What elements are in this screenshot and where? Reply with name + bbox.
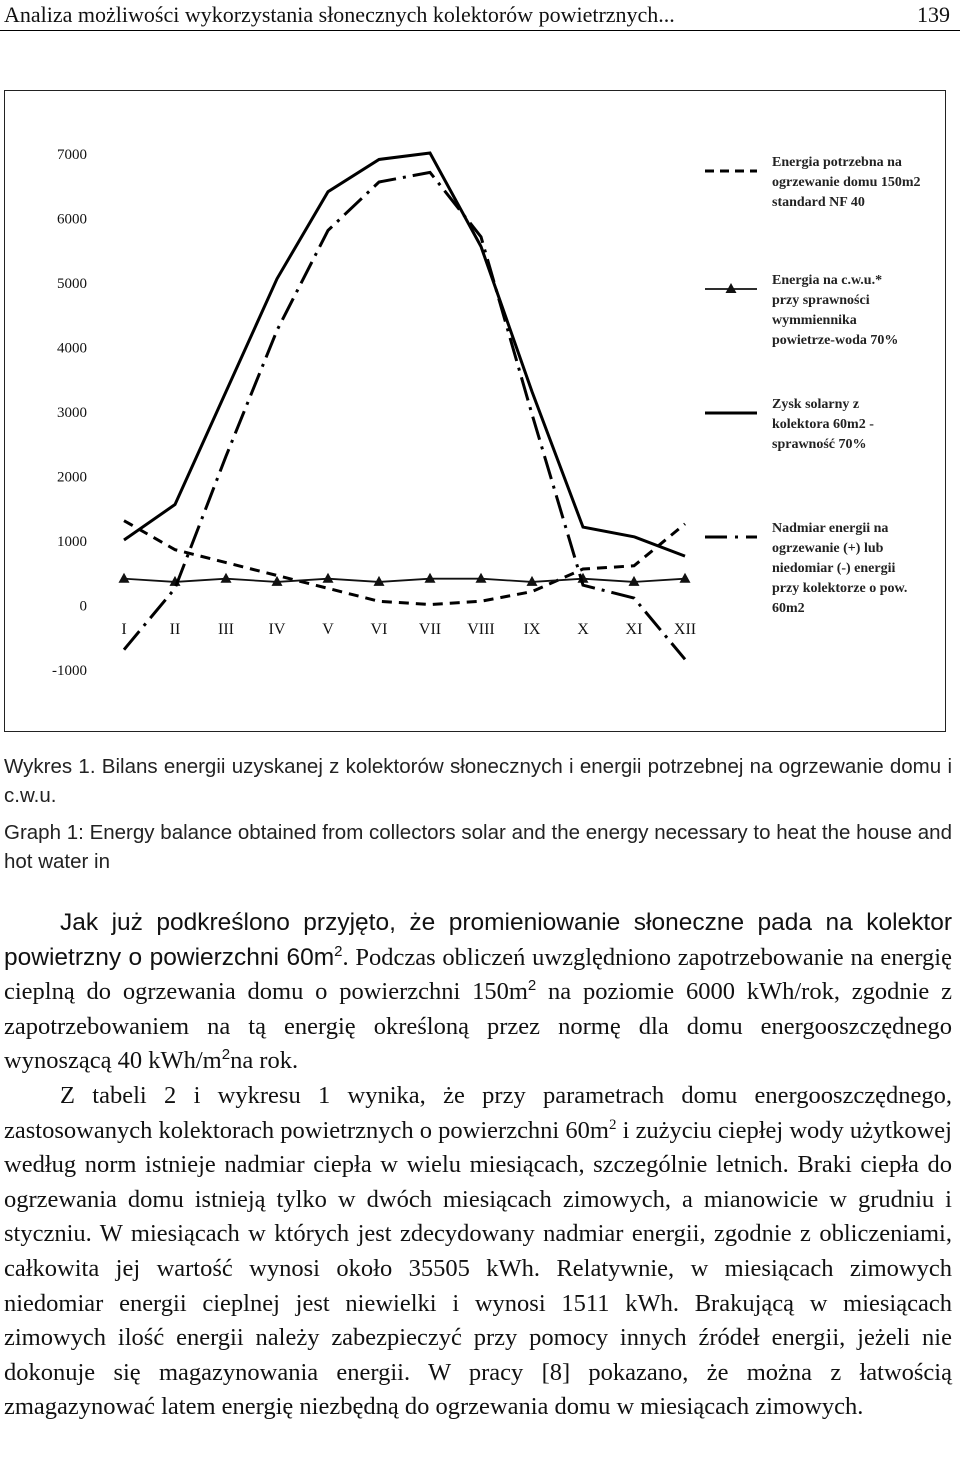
x-tick-label: XII [673,621,697,638]
figure-caption-english: Graph 1: Energy balance obtained from collectors solar and the energy necessary to heat the house and hot water in [4,821,952,873]
paragraph-2-part-a: Z tabeli 2 i wykresu 1 wynika, że przy parametrach domu energooszczędnego, zastosowanych kolektorach powietrznych o powierzchni 60m [4,1081,952,1144]
y-tick-label: 2000 [57,469,87,486]
superscript: 2 [608,1116,617,1133]
legend-label: Energia na c.w.u.* [772,273,883,288]
data-point-marker [221,573,232,583]
header-rule [0,30,960,31]
y-tick-label: 3000 [57,405,87,421]
series-line-2 [124,579,685,582]
data-point-marker [119,573,130,583]
data-point-marker [323,573,334,583]
legend-label: 60m2 [772,601,805,616]
x-tick-label: IX [523,621,541,638]
x-tick-label: I [121,621,127,638]
data-point-marker [680,573,691,583]
x-tick-label: VIII [467,621,495,638]
x-tick-label: III [218,621,234,638]
paragraph-2 [4,1079,952,1425]
paragraph-2-part-b: i zużyciu ciepłej wody użytkowej według norm istnieje nadmiar ciepła w wielu miesiącach, szczególnie letnich. Braki ciepła do ogrzewania domu istnieją tylko w dwóch miesiącach zimowych, a mianowicie w grudniu i styczniu. W miesiącach w których jest zdecydowany nadmiar energii, zgodnie z obliczeniami, całkowita jej wartość wynosi około 35505 kWh. Relatywnie, w miesiącach zimowych niedomiar energii cieplnej jest niewielki i wynosi 1511 kWh. Brakującą w miesiącach zimowych ilość energii należy zabezpieczyć przy pomocy innych źródeł energii, jeżeli nie dokonuje się magazynowania energii. W pracy [8] pokazano, że można z łatwością zmagazynować latem energię niezbędną do ogrzewania domu w miesiącach zimowych. [4,1116,952,1421]
legend-label: przy sprawności [772,293,870,308]
x-tick-label: VI [370,621,388,638]
x-tick-label: X [577,621,589,638]
paragraph-1 [4,906,952,1079]
body-text [4,906,952,1425]
legend-label: przy kolektorze o pow. [772,581,908,596]
superscript: 2 [221,1046,231,1064]
paragraph-1-part-a: Jak już podkreślono przyjęto, że promieniowanie słoneczne pada na kolektor powietrzny o powierzchni 60m [4,909,952,971]
legend-label: standard NF 40 [772,195,865,210]
legend-label: ogrzewanie domu 150m2 [772,175,921,190]
legend-label: Energia potrzebna na [772,155,902,170]
y-tick-label: -1000 [52,663,87,679]
series-line-4 [124,172,685,659]
series-line-3 [124,153,685,556]
y-tick-label: 7000 [57,147,87,163]
x-tick-label: II [169,621,181,638]
figure-frame [4,90,946,732]
legend-marker [726,283,737,293]
y-tick-label: 5000 [57,276,87,292]
y-tick-label: 0 [79,598,87,615]
x-tick-label: V [322,621,334,638]
legend-label: sprawność 70% [772,437,867,452]
x-tick-label: XI [625,621,643,638]
superscript: 2 [334,942,343,960]
legend-label: niedomiar (-) energii [772,561,896,576]
legend-label: kolektora 60m2 - [772,417,874,432]
paragraph-1-part-b: . Podczas obliczeń uwzględniono zapotrzebowanie na energię cieplną do ogrzewania domu o powierzchni 150m [4,943,952,1006]
page-header [0,0,960,30]
data-point-marker [476,573,487,583]
y-tick-label: 6000 [57,211,87,228]
y-tick-label: 1000 [57,534,87,550]
y-tick-label: 4000 [57,340,87,357]
superscript: 2 [527,977,537,995]
x-tick-label: VII [418,621,442,638]
legend-label: ogrzewanie (+) lub [772,541,884,556]
page-number: 139 [917,2,950,27]
series-line-1 [124,521,685,605]
legend-label: powietrze-woda 70% [772,333,899,348]
legend-label: Zysk solarny z [772,397,860,412]
energy-balance-chart [5,91,945,731]
figure-caption-polish: Wykres 1. Bilans energii uzyskanej z kolektorów słonecznych i energii potrzebnej na ogrzewanie domu i c.w.u. [4,755,952,807]
paragraph-1-part-d: na rok. [230,1047,299,1075]
data-point-marker [425,573,436,583]
legend-label: Nadmiar energii na [772,521,889,536]
legend-label: wymmiennika [772,313,857,328]
x-tick-label: IV [268,621,286,638]
paragraph-1-part-c: na poziomie 6000 kWh/rok, zgodnie z zapotrzebowaniem na tą energię określoną przez normę dla domu energooszczędnego wynoszącą 40 kWh/m [4,978,952,1075]
running-title: Analiza możliwości wykorzystania słonecznych kolektorów powietrznych... [4,2,675,27]
